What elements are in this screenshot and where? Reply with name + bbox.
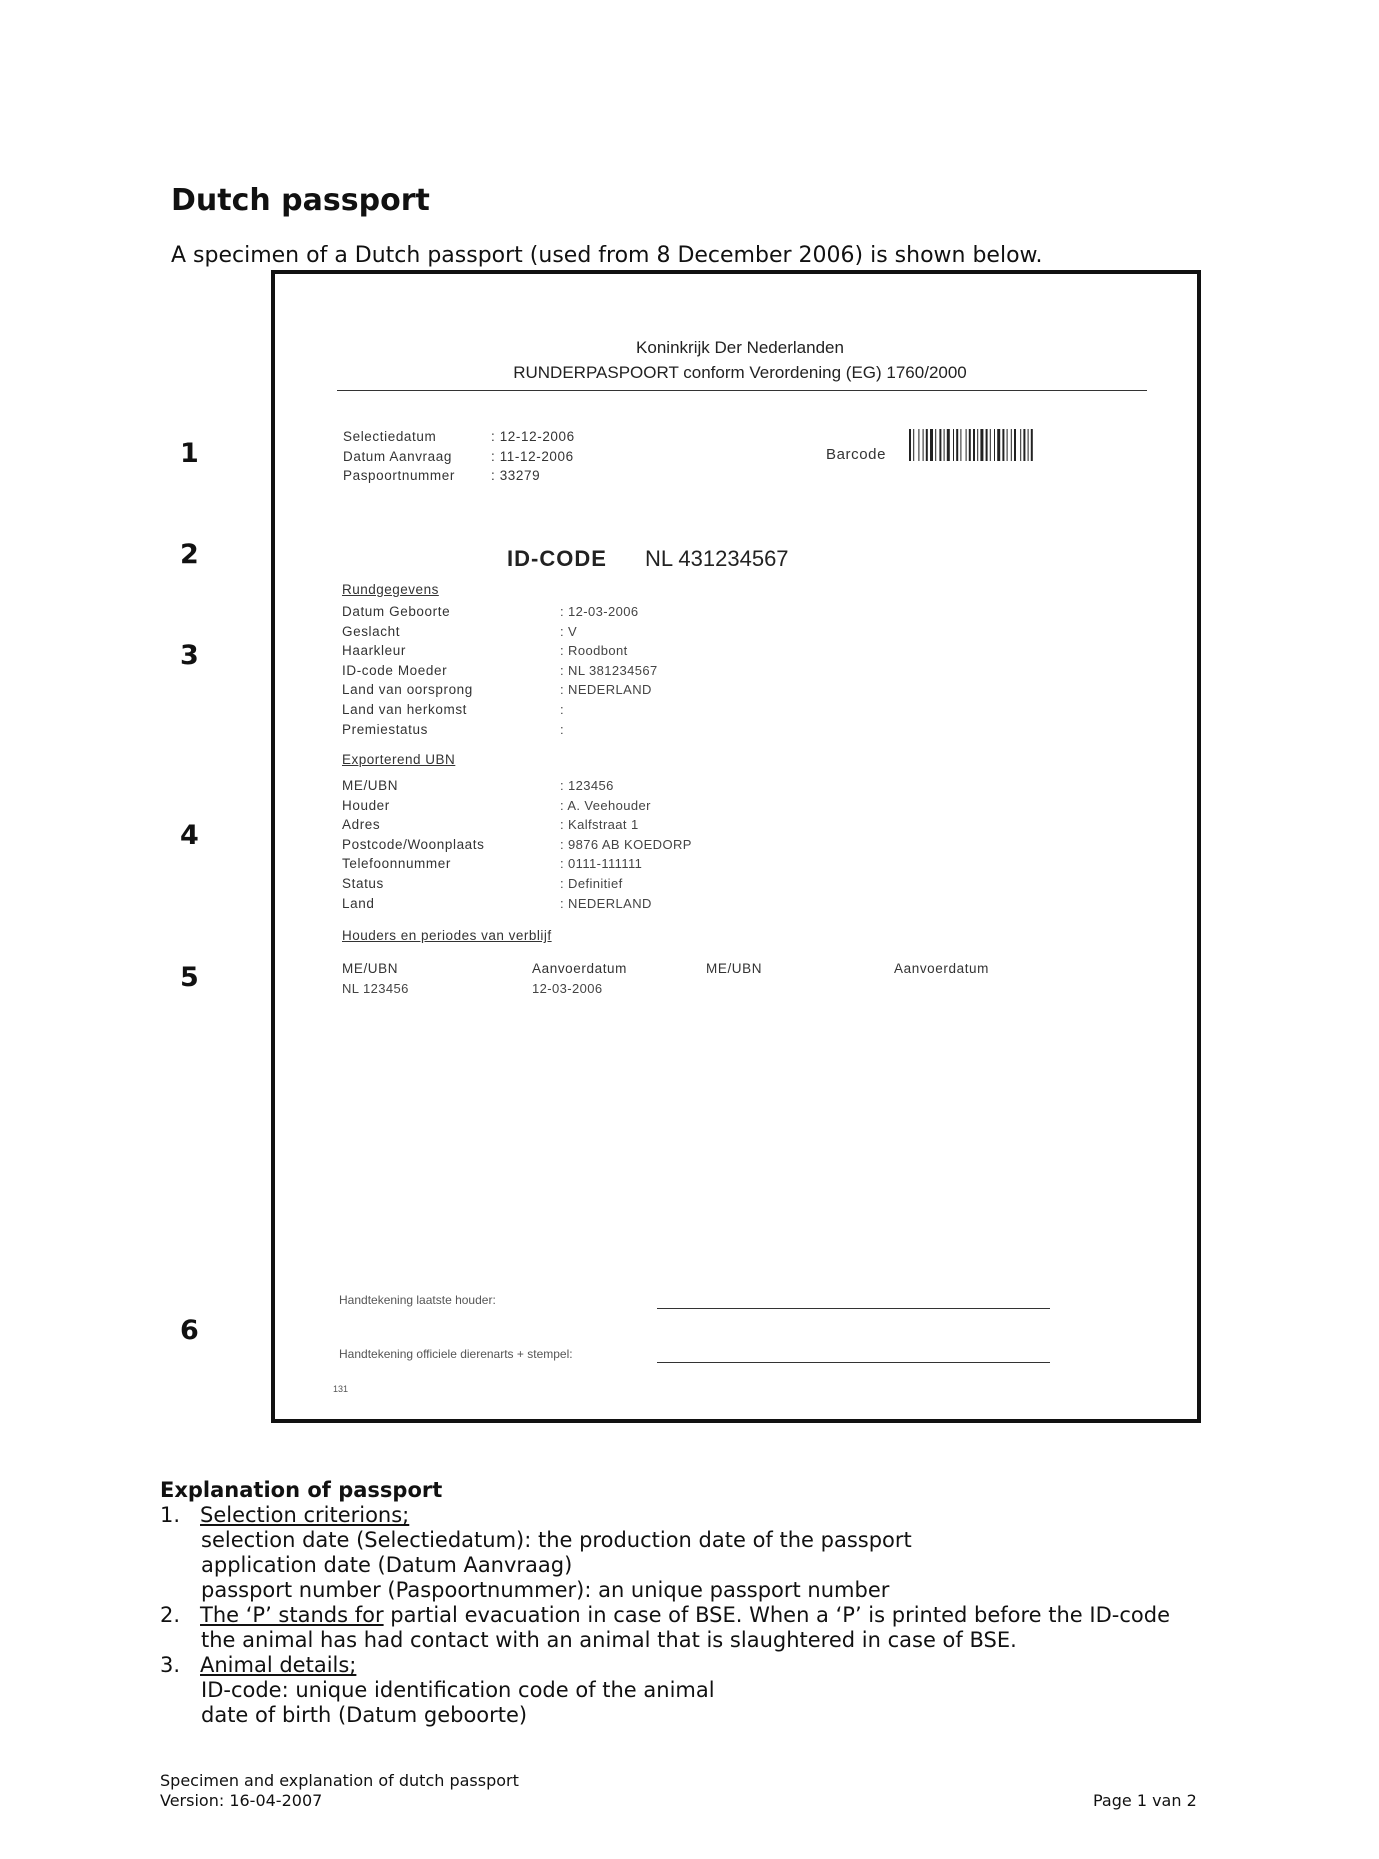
detail-row: ID-code Moeder : NL 381234567: [342, 662, 658, 678]
explanation-line: the animal has had contact with an animal that is slaughtered in case of BSE.: [201, 1628, 1017, 1652]
detail-row: Land : NEDERLAND: [342, 895, 652, 911]
detail-row: Land van oorsprong : NEDERLAND: [342, 682, 652, 698]
margin-number-2: 2: [180, 539, 199, 570]
detail-row: Land van herkomst :: [342, 701, 565, 717]
detail-row: Houder : A. Veehouder: [342, 797, 651, 813]
margin-number-3: 3: [180, 640, 199, 671]
passport-header-title: RUNDERPASPOORT conform Verordening (EG) 1760/2000: [513, 363, 967, 382]
explanation-item-1: 1. Selection criterions;: [160, 1503, 410, 1527]
detail-row: Datum Geboorte : 12-03-2006: [342, 604, 639, 619]
selection-label: Datum Aanvraag: [343, 448, 452, 464]
houders-col-date-2: Aanvoerdatum: [894, 961, 990, 976]
houders-row-ubn: NL 123456: [342, 981, 409, 996]
detail-row: Adres : Kalfstraat 1: [342, 817, 639, 833]
detail-row: Premiestatus :: [342, 721, 565, 737]
passport-specimen: [271, 270, 1201, 1423]
rundgegevens-block: [342, 602, 658, 739]
detail-row: Telefoonnummer : 0111-111111: [342, 856, 643, 872]
detail-row: Postcode/Woonplaats : 9876 AB KOEDORP: [342, 836, 692, 852]
barcode-label: Barcode: [826, 446, 887, 463]
selection-row: Datum Aanvraag : 11-12-2006: [343, 447, 575, 467]
houders-col-date: Aanvoerdatum: [532, 961, 628, 976]
form-code: 131: [333, 1384, 349, 1394]
selection-value: 12-12-2006: [499, 429, 575, 444]
explanation-item-2: 2. The ‘P’ stands for partial evacuation in case of BSE. When a ‘P’ is printed before the ID-code: [160, 1603, 1170, 1627]
selection-value: 33279: [499, 468, 541, 483]
header-divider: [337, 390, 1147, 391]
intro-text: A specimen of a Dutch passport (used from 8 December 2006) is shown below.: [171, 243, 1043, 268]
signature-label-holder: Handtekening laatste houder:: [339, 1293, 496, 1307]
selection-block: [343, 427, 575, 486]
explanation-item-3: 3. Animal details;: [160, 1653, 357, 1677]
houders-col-ubn: ME/UBN: [342, 961, 399, 976]
explanation-line: application date (Datum Aanvraag): [201, 1553, 573, 1577]
barcode-image: [909, 429, 1115, 461]
selection-label: Paspoortnummer: [343, 468, 455, 483]
margin-number-6: 6: [180, 1315, 199, 1346]
selection-label: Selectiedatum: [343, 429, 437, 444]
explanation-line: ID-code: unique identification code of the animal: [201, 1678, 715, 1702]
houders-row-date: 12-03-2006: [532, 981, 603, 996]
detail-row: ME/UBN : 123456: [342, 778, 614, 793]
margin-number-5: 5: [180, 962, 199, 993]
explanation-title: Explanation of passport: [160, 1478, 443, 1502]
rundgegevens-heading: Rundgegevens: [342, 582, 439, 597]
passport-header-kingdom: Koninkrijk Der Nederlanden: [636, 338, 844, 357]
explanation-line: date of birth (Datum geboorte): [201, 1703, 528, 1727]
explanation-line: selection date (Selectiedatum): the production date of the passport: [201, 1528, 912, 1552]
id-code-label: ID-CODE: [507, 546, 607, 571]
footer-page-number: Page 1 van 2: [1093, 1791, 1197, 1810]
signature-line-holder: [657, 1308, 1050, 1309]
selection-value: 11-12-2006: [499, 448, 574, 464]
explanation-line: passport number (Paspoortnummer): an unique passport number: [201, 1578, 890, 1602]
signature-label-vet: Handtekening officiele dierenarts + stempel:: [339, 1347, 573, 1361]
signature-line-vet: [657, 1362, 1050, 1363]
selection-row: Paspoortnummer : 33279: [343, 466, 575, 486]
footer-version: Version: 16-04-2007: [160, 1791, 323, 1810]
detail-row: Status : Definitief: [342, 875, 623, 891]
houders-col-ubn-2: ME/UBN: [706, 961, 763, 976]
detail-row: Geslacht : V: [342, 623, 578, 639]
id-code-value: NL 431234567: [645, 546, 789, 571]
selection-row: Selectiedatum : 12-12-2006: [343, 427, 575, 447]
margin-number-4: 4: [180, 820, 199, 851]
footer-doc-title: Specimen and explanation of dutch passport: [160, 1771, 519, 1790]
detail-row: Haarkleur : Roodbont: [342, 643, 628, 659]
houders-heading: Houders en periodes van verblijf: [342, 928, 552, 943]
exporterend-block: [342, 776, 692, 913]
exporterend-heading: Exporterend UBN: [342, 752, 456, 767]
margin-number-1: 1: [180, 438, 199, 469]
page-title: Dutch passport: [171, 183, 430, 218]
